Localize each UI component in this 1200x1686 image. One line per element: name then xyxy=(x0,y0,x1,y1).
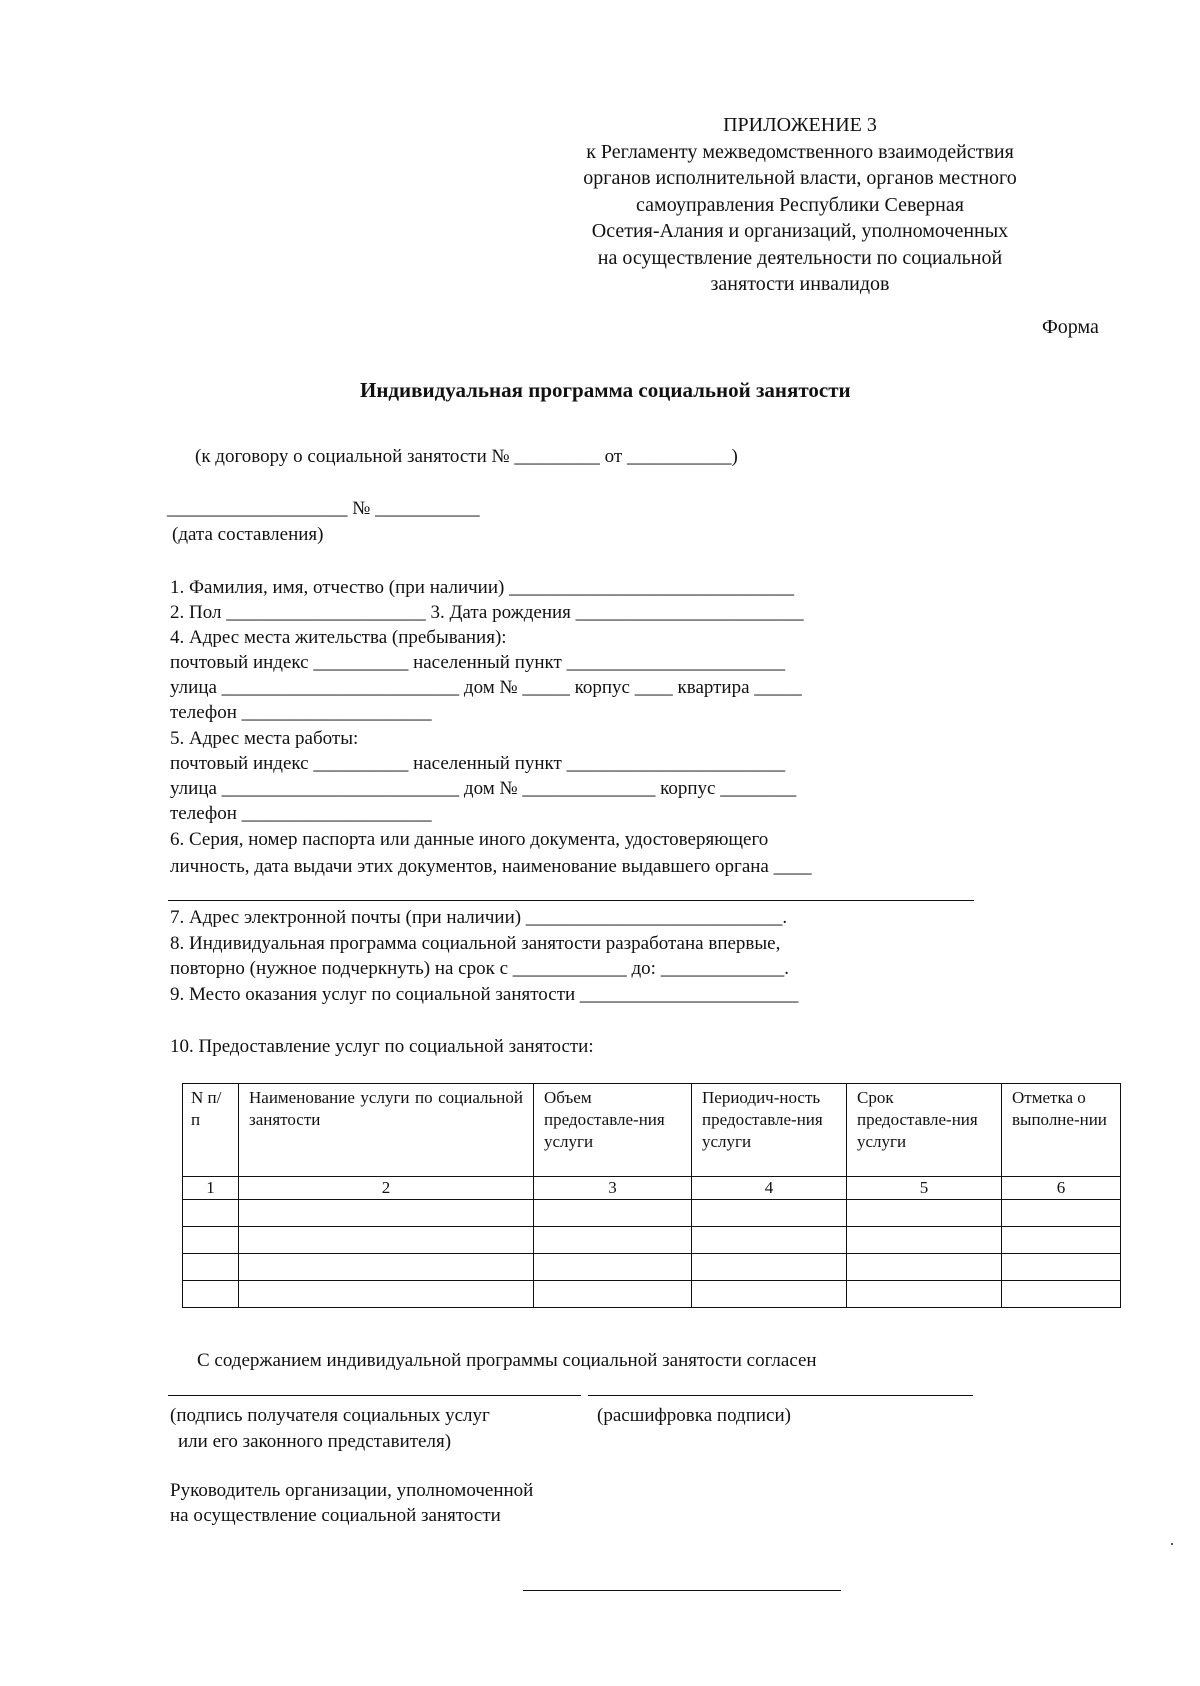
table-cell[interactable] xyxy=(183,1227,239,1254)
appendix-line: органов исполнительной власти, органов местного xyxy=(583,167,1017,189)
column-number: 4 xyxy=(692,1177,847,1200)
column-number: 1 xyxy=(183,1177,239,1200)
table-cell[interactable] xyxy=(692,1227,847,1254)
work-address-heading: 5. Адрес места работы: xyxy=(170,728,359,749)
column-header: Отметка о выполне-нии xyxy=(1002,1084,1121,1177)
signature-decode-caption: (расшифровка подписи) xyxy=(597,1405,791,1426)
services-table xyxy=(182,1083,1121,1308)
table-cell[interactable] xyxy=(183,1200,239,1227)
table-row[interactable] xyxy=(183,1254,1121,1281)
head-of-organization-label: Руководитель организации, уполномоченной xyxy=(170,1480,534,1501)
table-cell[interactable] xyxy=(534,1200,692,1227)
table-cell[interactable] xyxy=(847,1254,1002,1281)
passport-field-label: 6. Серия, номер паспорта или данные иного документа, удостоверяющего xyxy=(170,829,769,850)
head-of-organization-label: на осуществление социальной занятости xyxy=(170,1505,501,1526)
table-cell[interactable] xyxy=(183,1281,239,1308)
recipient-signature-line[interactable] xyxy=(168,1395,581,1396)
column-header xyxy=(239,1084,534,1177)
service-place-field[interactable]: 9. Место оказания услуг по социальной занятости _______________________ xyxy=(170,984,799,1005)
contract-line[interactable]: (к договору о социальной занятости № _________ от ___________) xyxy=(195,446,738,467)
table-cell[interactable] xyxy=(183,1254,239,1281)
table-row[interactable] xyxy=(183,1281,1121,1308)
residence-address-heading: 4. Адрес места жительства (пребывания): xyxy=(170,627,507,648)
passport-continuation-line[interactable] xyxy=(168,900,974,901)
table-cell[interactable] xyxy=(1002,1254,1121,1281)
table-number-row xyxy=(183,1177,1121,1200)
date-number-line[interactable]: ___________________ № ___________ xyxy=(167,498,480,519)
column-header: Срок предоставле-ния услуги xyxy=(847,1084,1002,1177)
signature-caption: (подпись получателя социальных услуг xyxy=(170,1405,490,1426)
table-cell[interactable] xyxy=(1002,1227,1121,1254)
column-header-text: Наименование услуги по социальной занятости xyxy=(249,1088,523,1129)
table-cell[interactable] xyxy=(692,1254,847,1281)
column-header: N п/п xyxy=(183,1084,239,1177)
appendix-line: к Регламенту межведомственного взаимодействия xyxy=(586,140,1014,163)
date-caption: (дата составления) xyxy=(172,524,324,545)
program-developed-line: 8. Индивидуальная программа социальной занятости разработана впервые, xyxy=(170,933,781,954)
table-cell[interactable] xyxy=(1002,1281,1121,1308)
table-cell[interactable] xyxy=(692,1200,847,1227)
table-cell[interactable] xyxy=(239,1254,534,1281)
table-row[interactable] xyxy=(183,1227,1121,1254)
table-cell[interactable] xyxy=(1002,1200,1121,1227)
table-cell[interactable] xyxy=(239,1200,534,1227)
form-label: Форма xyxy=(1042,316,1099,338)
full-name-field[interactable]: 1. Фамилия, имя, отчество (при наличии) ______________________________ xyxy=(170,577,795,598)
column-number: 6 xyxy=(1002,1177,1121,1200)
column-header: Периодич-ность предоставле-ния услуги xyxy=(692,1084,847,1177)
appendix-title: ПРИЛОЖЕНИЕ 3 xyxy=(723,114,877,136)
table-cell[interactable] xyxy=(847,1281,1002,1308)
passport-field[interactable]: личность, дата выдачи этих документов, наименование выдавшего органа ____ xyxy=(170,856,812,877)
appendix-line: занятости инвалидов xyxy=(710,273,890,295)
table-cell[interactable] xyxy=(692,1281,847,1308)
table-cell[interactable] xyxy=(534,1254,692,1281)
services-heading: 10. Предоставление услуг по социальной занятости: xyxy=(170,1036,594,1057)
table-cell[interactable] xyxy=(239,1227,534,1254)
column-number: 2 xyxy=(239,1177,534,1200)
scan-speck xyxy=(1171,1543,1173,1545)
column-number: 3 xyxy=(534,1177,692,1200)
signature-decode-line[interactable] xyxy=(588,1395,973,1396)
appendix-line: на осуществление деятельности по социальной xyxy=(597,246,1003,269)
residence-postcode-city-field[interactable]: почтовый индекс __________ населенный пункт _______________________ xyxy=(170,652,786,673)
appendix-header xyxy=(540,112,1060,298)
residence-phone-field[interactable]: телефон ____________________ xyxy=(170,702,432,723)
table-cell[interactable] xyxy=(534,1281,692,1308)
appendix-line: самоуправления Республики Северная xyxy=(636,193,964,216)
work-postcode-city-field[interactable]: почтовый индекс __________ населенный пункт _______________________ xyxy=(170,753,786,774)
appendix-line: Осетия-Алания и организаций, уполномоченных xyxy=(591,220,1009,242)
column-number: 5 xyxy=(847,1177,1002,1200)
residence-street-field[interactable]: улица _________________________ дом № _____ корпус ____ квартира _____ xyxy=(170,677,802,698)
table-cell[interactable] xyxy=(847,1200,1002,1227)
work-street-field[interactable]: улица _________________________ дом № ______________ корпус ________ xyxy=(170,778,797,799)
table-header-row xyxy=(183,1084,1121,1177)
table-cell[interactable] xyxy=(534,1227,692,1254)
program-term-field[interactable]: повторно (нужное подчеркнуть) на срок с ____________ до: _____________. xyxy=(170,958,789,979)
table-cell[interactable] xyxy=(847,1227,1002,1254)
head-signature-line[interactable] xyxy=(523,1590,841,1591)
work-phone-field[interactable]: телефон ____________________ xyxy=(170,803,432,824)
agreement-text: С содержанием индивидуальной программы социальной занятости согласен xyxy=(197,1350,817,1371)
email-field[interactable]: 7. Адрес электронной почты (при наличии) ___________________________. xyxy=(170,907,788,928)
sex-birthdate-field[interactable]: 2. Пол _____________________ 3. Дата рождения ________________________ xyxy=(170,602,804,623)
table-cell[interactable] xyxy=(239,1281,534,1308)
signature-caption: или его законного представителя) xyxy=(178,1431,452,1452)
column-header: Объем предоставле-ния услуги xyxy=(534,1084,692,1177)
table-row[interactable] xyxy=(183,1200,1121,1227)
page-title: Индивидуальная программа социальной занятости xyxy=(360,378,851,402)
